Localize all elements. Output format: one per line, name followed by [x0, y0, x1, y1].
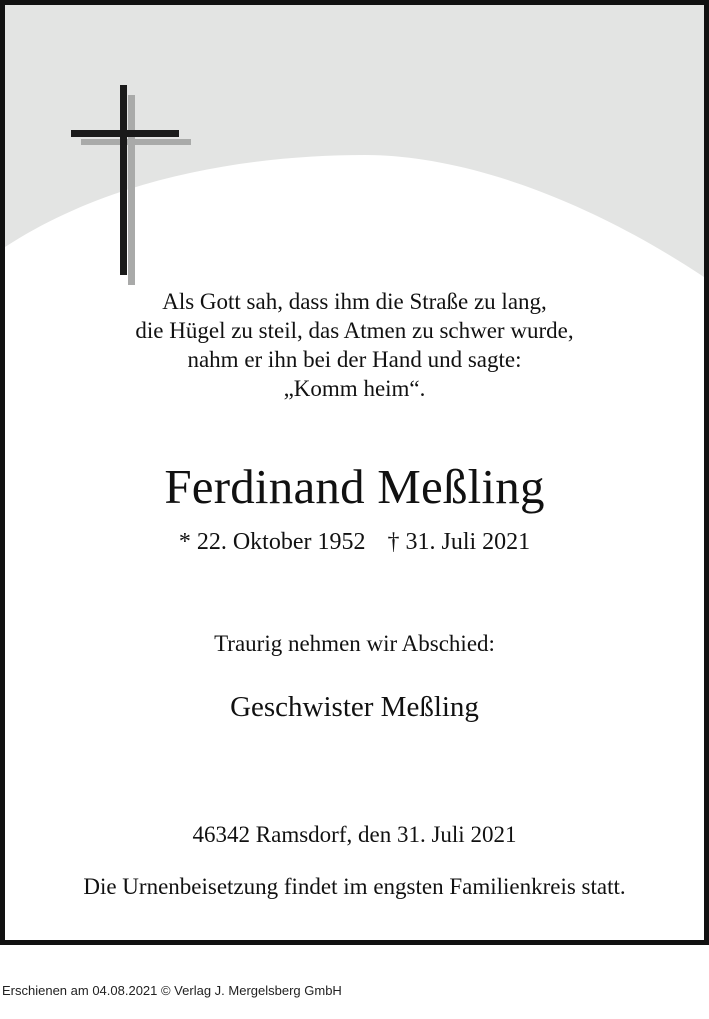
place-date: 46342 Ramsdorf, den 31. Juli 2021 — [192, 822, 517, 847]
poem-line: die Hügel zu steil, das Atmen zu schwer wurde, — [135, 318, 574, 343]
burial-note: Die Urnenbeisetzung findet im engsten Familienkreis statt. — [83, 874, 626, 899]
publication-footer: Erschienen am 04.08.2021 © Verlag J. Mergelsberg GmbH — [2, 983, 342, 998]
deceased-name: Ferdinand Meßling — [164, 459, 545, 514]
life-dates — [5, 527, 704, 557]
poem — [5, 287, 704, 403]
mourning-line: Traurig nehmen wir Abschied: — [214, 631, 495, 656]
cross-icon — [65, 81, 195, 286]
poem-line: nahm er ihn bei der Hand und sagte: — [187, 347, 522, 372]
death-date: † 31. Juli 2021 — [387, 529, 531, 555]
family-signature: Geschwister Meßling — [230, 691, 479, 723]
poem-line: „Komm heim“. — [283, 376, 426, 401]
birth-date: * 22. Oktober 1952 — [178, 529, 366, 555]
poem-line: Als Gott sah, dass ihm die Straße zu lang, — [162, 289, 547, 314]
